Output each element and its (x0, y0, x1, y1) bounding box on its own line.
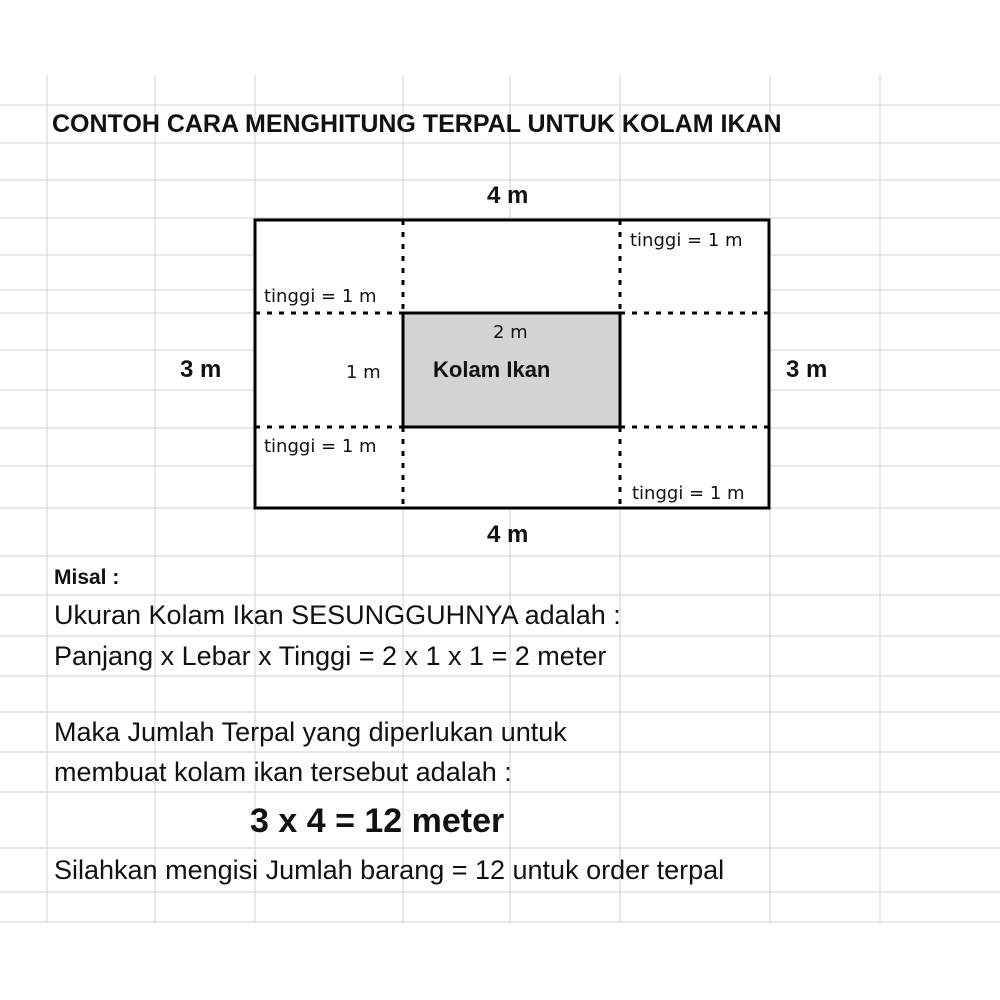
misal-label: Misal : (54, 566, 120, 589)
page-title: CONTOH CARA MENGHITUNG TERPAL UNTUK KOLAM IKAN (52, 110, 782, 138)
order-instruction-text: Silahkan mengisi Jumlah barang = 12 untuk order terpal (54, 855, 725, 885)
height-label-bottom-left: tinggi = 1 m (264, 436, 377, 457)
height-label-bottom-right: tinggi = 1 m (632, 483, 745, 504)
tarp-formula: 3 x 4 = 12 meter (250, 802, 505, 840)
height-label-top-right: tinggi = 1 m (630, 230, 743, 251)
actual-size-text: Ukuran Kolam Ikan SESUNGGUHNYA adalah : (54, 600, 621, 630)
left-height-label: 3 m (180, 356, 222, 383)
pond-length-label: 2 m (493, 322, 528, 343)
tarp-needed-text-2: membuat kolam ikan tersebut adalah : (54, 757, 512, 787)
height-label-top-left: tinggi = 1 m (264, 286, 377, 307)
top-width-label: 4 m (487, 182, 529, 209)
pond-width-label: 1 m (346, 362, 381, 383)
pond-label: Kolam Ikan (433, 357, 551, 382)
volume-formula-text: Panjang x Lebar x Tinggi = 2 x 1 x 1 = 2 meter (54, 641, 607, 671)
bottom-width-label: 4 m (487, 521, 529, 548)
tarp-needed-text: Maka Jumlah Terpal yang diperlukan untuk (54, 717, 567, 747)
right-height-label: 3 m (786, 356, 828, 383)
